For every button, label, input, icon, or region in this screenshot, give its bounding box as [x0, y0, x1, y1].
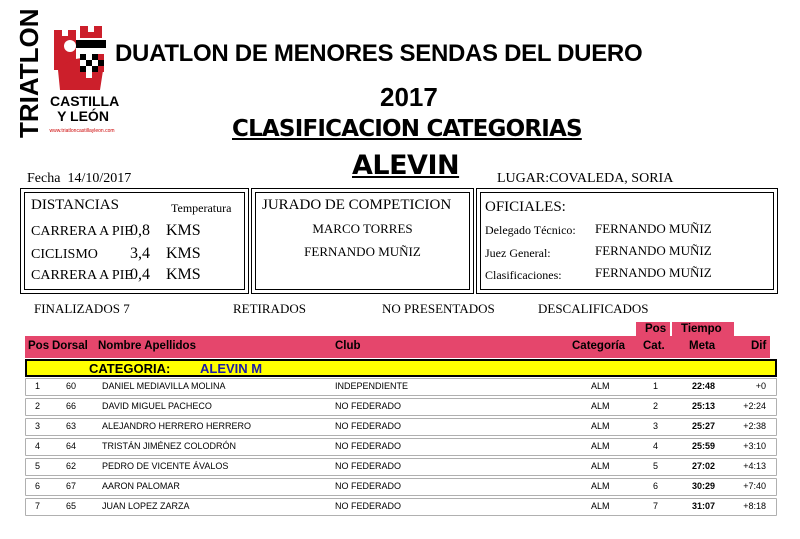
jurado-box [251, 188, 474, 294]
distancia-row-2-value: 3,4 [130, 245, 150, 262]
cell-club: NO FEDERADO [335, 481, 402, 491]
distancia-row-3-value: 0,4 [130, 266, 150, 283]
cell-poscat: 5 [653, 461, 659, 471]
distancias-box [20, 188, 249, 294]
jurado-member-2: FERNANDO MUÑIZ [304, 244, 421, 259]
table-row [25, 378, 777, 396]
cell-nombre: DAVID MIGUEL PACHECO [102, 401, 212, 411]
category-title: ALEVIN [352, 150, 460, 181]
cell-dorsal: 63 [66, 421, 77, 431]
table-row [25, 418, 777, 436]
oficial-name-3: FERNANDO MUÑIZ [595, 265, 712, 280]
jurado-title: JURADO DE COMPETICION [262, 197, 452, 213]
header-dorsal: Dorsal [52, 340, 88, 352]
cell-pos: 4 [35, 441, 41, 451]
lugar-text: LUGAR:COVALEDA, SORIA [497, 171, 674, 186]
oficial-role-1: Delegado Técnico: [485, 223, 576, 237]
no-presentados-text: NO PRESENTADOS [382, 301, 495, 316]
triatlon-logo [8, 8, 120, 152]
cell-tiempo: 25:59 [692, 441, 716, 451]
cell-tiempo: 25:27 [692, 421, 716, 431]
cell-dif: +7:40 [743, 481, 766, 491]
cell-club: NO FEDERADO [335, 401, 402, 411]
cell-categoria: ALM [591, 421, 610, 431]
oficial-name-2: FERNANDO MUÑIZ [595, 243, 712, 258]
cell-categoria: ALM [591, 441, 610, 451]
distancia-row-2-label: CICLISMO [31, 247, 98, 262]
cell-club: NO FEDERADO [335, 501, 402, 511]
header-dif: Dif [751, 340, 767, 352]
cell-club: NO FEDERADO [335, 421, 402, 431]
fecha-value: 14/10/2017 [67, 171, 132, 186]
event-year: 2017 [380, 82, 438, 112]
distancia-row-1-value: 0,8 [130, 222, 150, 239]
cell-dorsal: 64 [66, 441, 77, 451]
finalizados-text: FINALIZADOS 7 [34, 301, 130, 316]
cell-pos: 7 [35, 501, 41, 511]
table-row [25, 398, 777, 416]
cell-dif: +2:24 [743, 401, 766, 411]
cell-dorsal: 67 [66, 481, 77, 491]
cell-categoria: ALM [591, 501, 610, 511]
header-poscat-1: Pos [645, 323, 667, 335]
distancias-title: DISTANCIAS [31, 197, 119, 213]
cell-poscat: 6 [653, 481, 659, 491]
cell-nombre: JUAN LOPEZ ZARZA [102, 501, 190, 511]
fecha-label: Fecha 14/10/2017 [27, 171, 132, 186]
cell-tiempo: 31:07 [692, 501, 716, 511]
cell-poscat: 2 [653, 401, 659, 411]
cell-poscat: 7 [653, 501, 659, 511]
descalificados-text: DESCALIFICADOS [538, 301, 649, 316]
cell-tiempo: 30:29 [692, 481, 716, 491]
table-header [25, 323, 770, 358]
cell-club: NO FEDERADO [335, 461, 402, 471]
cell-tiempo: 27:02 [692, 461, 716, 471]
cell-poscat: 3 [653, 421, 659, 431]
cell-dif: +3:10 [743, 441, 766, 451]
distancia-row-1-label: CARRERA A PIE [31, 224, 133, 239]
cell-club: NO FEDERADO [335, 441, 402, 451]
cell-pos: 6 [35, 481, 41, 491]
cell-tiempo: 25:13 [692, 401, 716, 411]
oficiales-title: OFICIALES: [485, 199, 566, 215]
cell-poscat: 4 [653, 441, 659, 451]
distancia-row-3-unit: KMS [166, 266, 201, 283]
cell-nombre: DANIEL MEDIAVILLA MOLINA [102, 381, 226, 391]
cell-nombre: PEDRO DE VICENTE ÁVALOS [102, 461, 229, 471]
temperatura-label: Temperatura [171, 201, 232, 215]
cell-tiempo: 22:48 [692, 381, 716, 391]
event-title: DUATLON DE MENORES SENDAS DEL DUERO [115, 40, 643, 67]
cell-nombre: AARON PALOMAR [102, 481, 180, 491]
cell-dif: +8:18 [743, 501, 766, 511]
header-tiempo-1: Tiempo [681, 323, 722, 335]
cell-dorsal: 60 [66, 381, 77, 391]
distancia-row-3-label: CARRERA A PIE [31, 268, 133, 283]
cell-dorsal: 65 [66, 501, 77, 511]
oficial-role-2: Juez General: [485, 246, 551, 260]
oficial-name-1: FERNANDO MUÑIZ [595, 221, 712, 236]
logo-url: www.triatloncastillayleon.com [49, 128, 115, 134]
cell-pos: 2 [35, 401, 41, 411]
category-bar-value: ALEVIN M [200, 361, 263, 376]
cell-dif: +4:13 [743, 461, 766, 471]
cell-categoria: ALM [591, 381, 610, 391]
distancia-row-2-unit: KMS [166, 245, 201, 262]
header-tiempo-2: Meta [689, 340, 716, 352]
header-pos: Pos [28, 340, 50, 352]
cell-dif: +2:38 [743, 421, 766, 431]
cell-club: INDEPENDIENTE [335, 381, 409, 391]
cell-categoria: ALM [591, 481, 610, 491]
header-nombre: Nombre Apellidos [98, 340, 196, 352]
header-club: Club [335, 340, 361, 352]
cell-pos: 5 [35, 461, 41, 471]
logo-region-text: CASTILLA Y LEÓN [50, 93, 120, 124]
oficial-role-3: Clasificaciones: [485, 268, 562, 282]
cell-categoria: ALM [591, 401, 610, 411]
table-row [25, 458, 777, 476]
cell-poscat: 1 [653, 381, 659, 391]
classification-title: CLASIFICACION CATEGORIAS [232, 116, 582, 142]
cell-nombre: ALEJANDRO HERRERO HERRERO [102, 421, 252, 431]
cell-dorsal: 62 [66, 461, 77, 471]
castle-logo-icon [50, 24, 112, 94]
cell-categoria: ALM [591, 461, 610, 471]
cell-pos: 3 [35, 421, 41, 431]
header-poscat-2: Cat. [643, 340, 665, 352]
table-row [25, 478, 777, 496]
cell-dorsal: 66 [66, 401, 77, 411]
retirados-text: RETIRADOS [233, 301, 306, 316]
table-row [25, 438, 777, 456]
category-bar-label: CATEGORIA: [89, 361, 171, 376]
header-categoria: Categoría [572, 340, 626, 352]
cell-dif: +0 [755, 381, 766, 391]
oficiales-box [476, 188, 778, 294]
jurado-member-1: MARCO TORRES [312, 221, 413, 236]
cell-pos: 1 [35, 381, 41, 391]
distancia-row-1-unit: KMS [166, 222, 201, 239]
table-row [25, 498, 777, 516]
category-bar [25, 359, 777, 377]
logo-vertical-text: TRIATLON [14, 8, 44, 138]
cell-nombre: TRISTÁN JIMÉNEZ COLODRÓN [102, 441, 237, 451]
